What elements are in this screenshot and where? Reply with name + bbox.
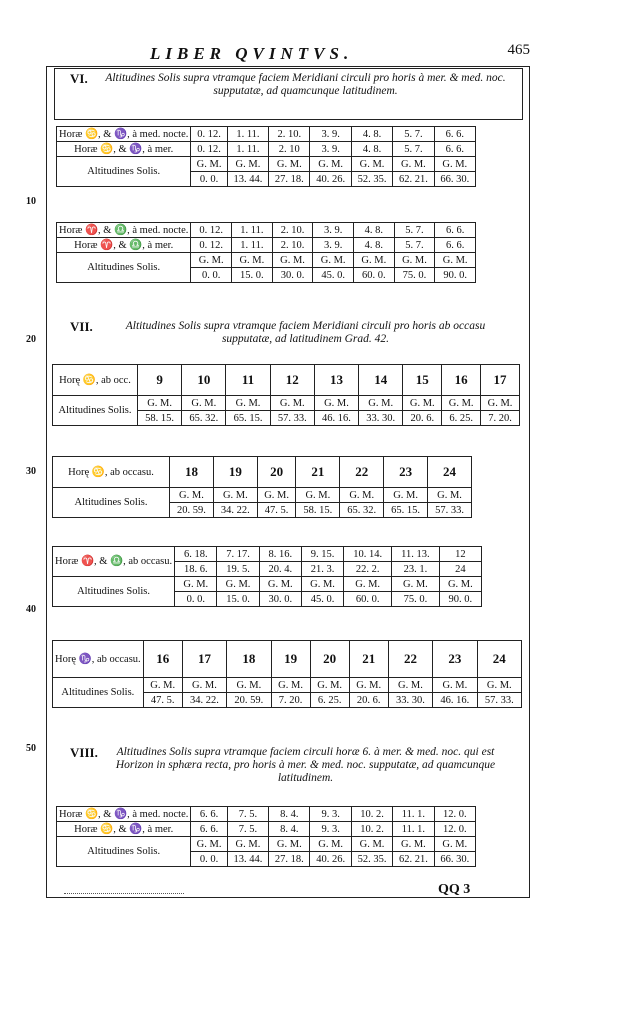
unit-cell: G. M. (359, 396, 403, 411)
value-cell: 0. 0. (191, 852, 227, 867)
row-label: Horæ ♈, & ♎, à med. nocte. (57, 223, 191, 238)
table-cell: 10. 2. (351, 807, 392, 822)
unit-cell: G. M. (270, 396, 314, 411)
unit-cell: G. M. (393, 157, 434, 172)
hour-cell: 10 (182, 365, 226, 396)
value-cell: 47. 5. (143, 693, 182, 708)
margin-mark: 40 (26, 604, 36, 615)
hour-cell: 21 (349, 641, 388, 678)
unit-cell: G. M. (310, 678, 349, 693)
unit-cell: G. M. (351, 837, 392, 852)
unit-cell: G. M. (182, 396, 226, 411)
value-cell: 6. 25. (442, 411, 481, 426)
unit-cell: G. M. (217, 577, 259, 592)
row-label: Horæ ♋, & ♑, à med. nocte. (57, 807, 191, 822)
hour-cell: 14 (359, 365, 403, 396)
section-vii-heading (70, 320, 515, 346)
row-label: Horę ♋, ab occasu. (53, 457, 170, 488)
value-cell: 7. 20. (271, 693, 310, 708)
value-cell: 52. 35. (351, 172, 392, 187)
table-cell: 5. 7. (393, 142, 434, 157)
value-cell: 13. 44. (227, 172, 268, 187)
hour-cell: 13 (314, 365, 358, 396)
value-cell: 57. 33. (270, 411, 314, 426)
table-cell: 12. 0. (434, 807, 475, 822)
row-label: Horæ ♋, & ♑, à mer. (57, 822, 191, 837)
table-cell: 9. 3. (310, 822, 351, 837)
running-title: LIBER QVINTVS. (150, 44, 354, 63)
value-cell: 20. 6. (403, 411, 442, 426)
row-label: Altitudines Solis. (53, 488, 170, 518)
unit-cell: G. M. (314, 396, 358, 411)
hour-cell: 19 (213, 457, 257, 488)
value-cell: 65. 32. (340, 503, 384, 518)
table-vi-cancer-capricorn (56, 126, 476, 187)
unit-cell: G. M. (434, 837, 475, 852)
unit-cell: G. M. (143, 678, 182, 693)
unit-cell: G. M. (388, 678, 432, 693)
table-cell: 10. 14. (344, 547, 392, 562)
table-viii-cancer-capricorn (56, 806, 476, 867)
hour-cell: 16 (143, 641, 182, 678)
table-cell: 6. 6. (434, 127, 475, 142)
unit-cell: G. M. (227, 678, 271, 693)
row-label: Horæ ♋, & ♑, à med. nocte. (57, 127, 191, 142)
table-cell: 2. 10. (272, 223, 313, 238)
value-cell: 20. 59. (227, 693, 271, 708)
table-cell: 6. 6. (191, 807, 227, 822)
table-cell: 21. 3. (301, 562, 343, 577)
hour-cell: 22 (388, 641, 432, 678)
table-cell: 2. 10. (269, 127, 310, 142)
value-cell: 66. 30. (434, 172, 475, 187)
row-label: Altitudines Solis. (53, 678, 144, 708)
value-cell: 7. 20. (481, 411, 520, 426)
value-cell: 13. 44. (227, 852, 268, 867)
table-cell: 7. 5. (227, 822, 268, 837)
table-cell: 1. 11. (232, 223, 273, 238)
table-cell: 12. 0. (434, 822, 475, 837)
value-cell: 57. 33. (477, 693, 521, 708)
unit-cell: G. M. (428, 488, 472, 503)
table-cell: 2. 10. (272, 238, 313, 253)
section-number: VII. (70, 319, 93, 334)
value-cell: 65. 15. (226, 411, 270, 426)
unit-cell: G. M. (435, 253, 476, 268)
hour-cell: 23 (433, 641, 477, 678)
signature-mark: QQ 3 (438, 882, 471, 897)
unit-cell: G. M. (393, 837, 434, 852)
unit-cell: G. M. (394, 253, 435, 268)
unit-cell: G. M. (403, 396, 442, 411)
hour-cell: 24 (477, 641, 521, 678)
table-cell: 5. 7. (394, 238, 435, 253)
unit-cell: G. M. (175, 577, 217, 592)
value-cell: 46. 16. (314, 411, 358, 426)
hour-cell: 11 (226, 365, 270, 396)
table-cell: 6. 6. (191, 822, 227, 837)
hour-cell: 12 (270, 365, 314, 396)
value-cell: 62. 21. (393, 852, 434, 867)
value-cell: 30. 0. (272, 268, 313, 283)
table-cell: 0. 12. (191, 127, 227, 142)
table-cell: 3. 9. (310, 127, 351, 142)
unit-cell: G. M. (481, 396, 520, 411)
value-cell: 75. 0. (392, 592, 440, 607)
unit-cell: G. M. (384, 488, 428, 503)
table-cell: 5. 7. (393, 127, 434, 142)
value-cell: 90. 0. (439, 592, 481, 607)
table-vii-capricorn (52, 640, 522, 708)
table-cell: 7. 17. (217, 547, 259, 562)
value-cell: 45. 0. (301, 592, 343, 607)
table-cell: 6. 6. (435, 223, 476, 238)
unit-cell: G. M. (310, 837, 351, 852)
unit-cell: G. M. (170, 488, 214, 503)
unit-cell: G. M. (433, 678, 477, 693)
section-text: Altitudines Solis supra vtramque faciem Meridiani circuli pro horis ab occasu supputatæ, ad latitudinem Grad. 42. (125, 320, 486, 345)
value-cell: 65. 15. (384, 503, 428, 518)
unit-cell: G. M. (227, 837, 268, 852)
row-label: Altitudines Solis. (57, 157, 191, 187)
row-label: Horę ♋, ab occ. (53, 365, 138, 396)
table-cell: 0. 12. (191, 142, 227, 157)
table-cell: 4. 8. (351, 142, 392, 157)
value-cell: 58. 15. (296, 503, 340, 518)
table-cell: 7. 5. (227, 807, 268, 822)
row-label: Altitudines Solis. (57, 253, 191, 283)
value-cell: 66. 30. (434, 852, 475, 867)
unit-cell: G. M. (269, 157, 310, 172)
table-vii-cancer-18-24 (52, 456, 472, 518)
section-text: Altitudines Solis supra vtramque faciem circuli horæ 6. à mer. & med. noc. qui est Horizon in sphæra recta, pro horis à mer. & med. noc. supputatæ, ad quamcunque latitudinem. (115, 746, 496, 784)
table-cell: 24 (439, 562, 481, 577)
value-cell: 52. 35. (351, 852, 392, 867)
unit-cell: G. M. (313, 253, 354, 268)
unit-cell: G. M. (477, 678, 521, 693)
table-cell: 1. 11. (227, 142, 268, 157)
table-cell: 9. 15. (301, 547, 343, 562)
table-cell: 2. 10 (269, 142, 310, 157)
value-cell: 60. 0. (344, 592, 392, 607)
hour-cell: 23 (384, 457, 428, 488)
section-number: VIII. (70, 745, 98, 760)
hour-cell: 9 (138, 365, 182, 396)
unit-cell: G. M. (349, 678, 388, 693)
value-cell: 46. 16. (433, 693, 477, 708)
row-label: Altitudines Solis. (57, 837, 191, 867)
section-viii-heading (70, 746, 515, 785)
unit-cell: G. M. (439, 577, 481, 592)
margin-mark: 30 (26, 466, 36, 477)
footer-rule (64, 893, 184, 894)
table-cell: 18. 6. (175, 562, 217, 577)
unit-cell: G. M. (191, 837, 227, 852)
table-cell: 0. 12. (191, 223, 232, 238)
value-cell: 0. 0. (191, 172, 227, 187)
value-cell: 34. 22. (182, 693, 226, 708)
section-text: Altitudines Solis supra vtramque faciem Meridiani circuli pro horis à mer. & med. noc. supputatæ, ad quamcunque latitudinem. (105, 72, 506, 97)
value-cell: 34. 22. (213, 503, 257, 518)
table-cell: 6. 18. (175, 547, 217, 562)
table-cell: 8. 16. (259, 547, 301, 562)
value-cell: 27. 18. (269, 172, 310, 187)
unit-cell: G. M. (296, 488, 340, 503)
hour-cell: 15 (403, 365, 442, 396)
hour-cell: 21 (296, 457, 340, 488)
value-cell: 62. 21. (393, 172, 434, 187)
unit-cell: G. M. (310, 157, 351, 172)
table-cell: 3. 9. (310, 142, 351, 157)
unit-cell: G. M. (340, 488, 384, 503)
table-cell: 3. 9. (313, 223, 354, 238)
table-cell: 12 (439, 547, 481, 562)
unit-cell: G. M. (344, 577, 392, 592)
value-cell: 75. 0. (394, 268, 435, 283)
unit-cell: G. M. (257, 488, 296, 503)
page-number: 465 (507, 42, 530, 58)
table-cell: 11. 1. (393, 822, 434, 837)
value-cell: 15. 0. (217, 592, 259, 607)
table-cell: 11. 1. (393, 807, 434, 822)
table-cell: 1. 11. (232, 238, 273, 253)
margin-mark: 20 (26, 334, 36, 345)
value-cell: 0. 0. (175, 592, 217, 607)
value-cell: 57. 33. (428, 503, 472, 518)
unit-cell: G. M. (191, 253, 232, 268)
hour-cell: 24 (428, 457, 472, 488)
value-cell: 47. 5. (257, 503, 296, 518)
row-label: Horę ♑, ab occasu. (53, 641, 144, 678)
unit-cell: G. M. (259, 577, 301, 592)
table-cell: 4. 8. (354, 223, 395, 238)
hour-cell: 20 (310, 641, 349, 678)
table-vii-cancer-9-17 (52, 364, 520, 426)
table-cell: 3. 9. (313, 238, 354, 253)
unit-cell: G. M. (226, 396, 270, 411)
table-cell: 11. 13. (392, 547, 440, 562)
hour-cell: 18 (227, 641, 271, 678)
section-number: VI. (70, 71, 88, 86)
table-cell: 6. 6. (434, 142, 475, 157)
row-label: Horæ ♈, & ♎, ab occasu. (53, 547, 175, 577)
value-cell: 58. 15. (138, 411, 182, 426)
unit-cell: G. M. (351, 157, 392, 172)
hour-cell: 20 (257, 457, 296, 488)
unit-cell: G. M. (227, 157, 268, 172)
table-cell: 4. 8. (354, 238, 395, 253)
value-cell: 0. 0. (191, 268, 232, 283)
unit-cell: G. M. (269, 837, 310, 852)
value-cell: 60. 0. (354, 268, 395, 283)
section-vi-heading (70, 72, 515, 98)
table-cell: 8. 4. (269, 822, 310, 837)
hour-cell: 17 (182, 641, 226, 678)
unit-cell: G. M. (354, 253, 395, 268)
row-label: Horæ ♈, & ♎, à mer. (57, 238, 191, 253)
value-cell: 45. 0. (313, 268, 354, 283)
unit-cell: G. M. (182, 678, 226, 693)
hour-cell: 18 (170, 457, 214, 488)
table-cell: 6. 6. (435, 238, 476, 253)
table-cell: 8. 4. (269, 807, 310, 822)
value-cell: 15. 0. (232, 268, 273, 283)
table-cell: 22. 2. (344, 562, 392, 577)
row-label: Horæ ♋, & ♑, à mer. (57, 142, 191, 157)
table-vii-aries-libra (52, 546, 482, 607)
hour-cell: 22 (340, 457, 384, 488)
value-cell: 65. 32. (182, 411, 226, 426)
table-vi-aries-libra (56, 222, 476, 283)
unit-cell: G. M. (271, 678, 310, 693)
table-cell: 9. 3. (310, 807, 351, 822)
unit-cell: G. M. (301, 577, 343, 592)
value-cell: 30. 0. (259, 592, 301, 607)
unit-cell: G. M. (442, 396, 481, 411)
row-label: Altitudines Solis. (53, 577, 175, 607)
value-cell: 6. 25. (310, 693, 349, 708)
unit-cell: G. M. (272, 253, 313, 268)
table-cell: 1. 11. (227, 127, 268, 142)
value-cell: 40. 26. (310, 852, 351, 867)
unit-cell: G. M. (213, 488, 257, 503)
table-cell: 0. 12. (191, 238, 232, 253)
hour-cell: 17 (481, 365, 520, 396)
unit-cell: G. M. (232, 253, 273, 268)
table-cell: 4. 8. (351, 127, 392, 142)
value-cell: 33. 30. (388, 693, 432, 708)
value-cell: 20. 6. (349, 693, 388, 708)
table-cell: 23. 1. (392, 562, 440, 577)
hour-cell: 16 (442, 365, 481, 396)
table-cell: 19. 5. (217, 562, 259, 577)
table-cell: 10. 2. (351, 822, 392, 837)
margin-mark: 50 (26, 743, 36, 754)
hour-cell: 19 (271, 641, 310, 678)
value-cell: 27. 18. (269, 852, 310, 867)
value-cell: 90. 0. (435, 268, 476, 283)
value-cell: 20. 59. (170, 503, 214, 518)
unit-cell: G. M. (392, 577, 440, 592)
value-cell: 40. 26. (310, 172, 351, 187)
value-cell: 33. 30. (359, 411, 403, 426)
table-cell: 5. 7. (394, 223, 435, 238)
row-label: Altitudines Solis. (53, 396, 138, 426)
table-cell: 20. 4. (259, 562, 301, 577)
margin-mark: 10 (26, 196, 36, 207)
unit-cell: G. M. (138, 396, 182, 411)
unit-cell: G. M. (191, 157, 227, 172)
unit-cell: G. M. (434, 157, 475, 172)
